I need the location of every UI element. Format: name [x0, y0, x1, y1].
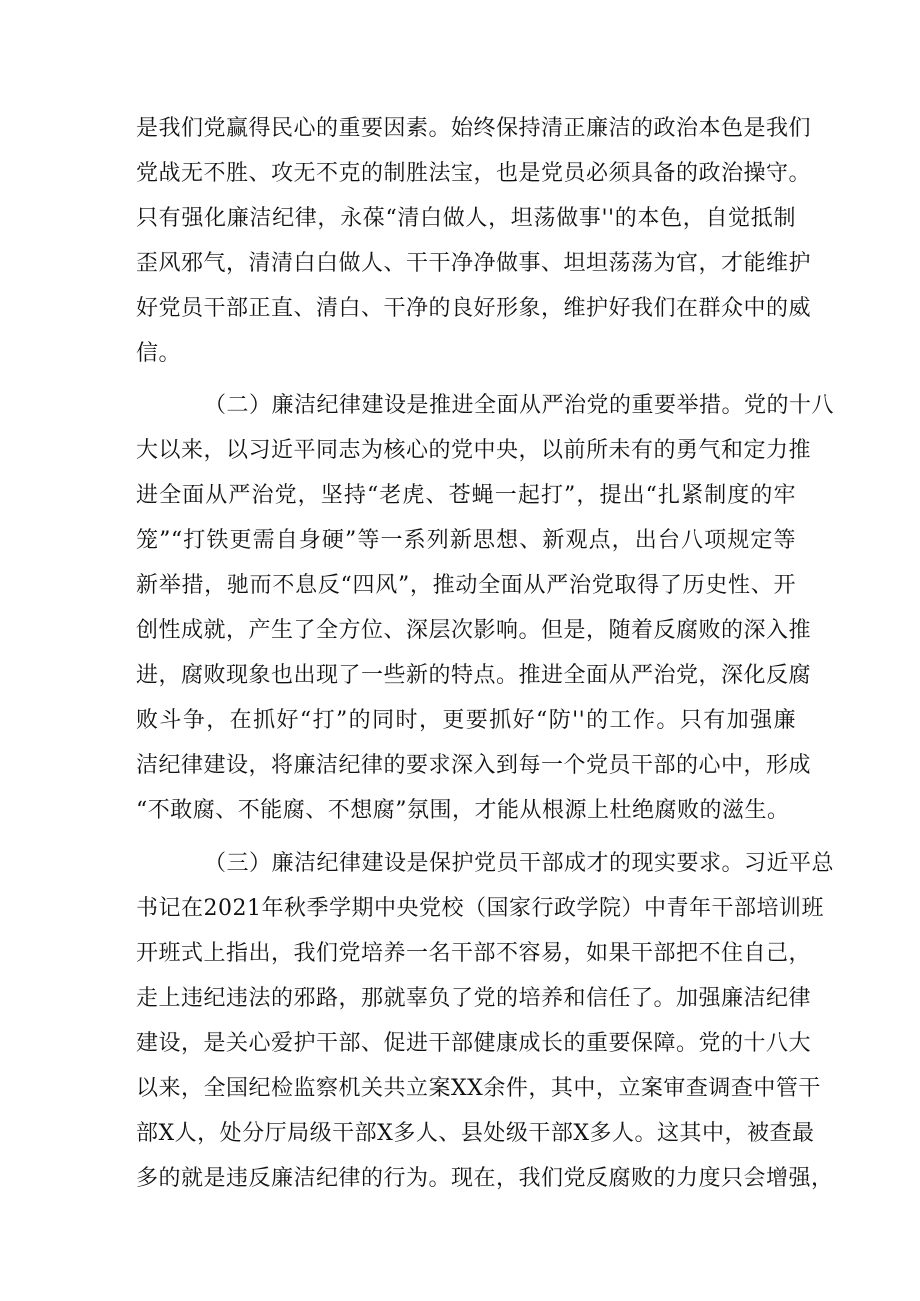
text-line: 进，腐败现象也出现了一些新的特点。推进全面从严治党，深化反腐 — [136, 663, 812, 688]
text-line: 洁纪律建设，将廉洁纪律的要求深入到每一个党员干部的心中，形成 — [136, 753, 812, 778]
text-line: 以来，全国纪检监察机关共立案XX余件，其中，立案审查调查中管干 — [136, 1076, 821, 1101]
text-line: 创性成就，产生了全方位、深层次影响。但是，随着反腐败的深入推 — [136, 618, 812, 643]
text-line: 部X人，处分厅局级干部X多人、县处级干部X多人。这其中，被查最 — [136, 1121, 815, 1146]
text-line: 信。 — [136, 341, 182, 366]
paragraph-heading-line: （三）廉洁纪律建设是保护党员干部成才的现实要求。习近平总 — [204, 851, 835, 876]
text-line: 进全面从严治党，坚持“老虎、苍蝇一起打”，提出“扎紧制度的牢 — [136, 483, 796, 508]
text-line: 败斗争，在抓好“打”的同时，更要抓好“防''的工作。只有加强廉 — [136, 708, 796, 733]
text-line: 建设，是关心爱护干部、促进干部健康成长的重要保障。党的十八大 — [136, 1031, 812, 1056]
text-line: 走上违纪违法的邪路，那就辜负了党的培养和信任了。加强廉洁纪律 — [136, 986, 812, 1011]
text-line: 只有强化廉洁纪律，永葆“清白做人，坦荡做事''的本色，自觉抵制 — [136, 206, 796, 231]
text-line: 笼”“打铁更需自身硬”等一系列新思想、新观点，出台八项规定等 — [136, 528, 796, 553]
text-line: 多的就是违反廉洁纪律的行为。现在，我们党反腐败的力度只会增强， — [136, 1166, 834, 1191]
text-line: 歪风邪气，清清白白做人、干干净净做事、坦坦荡荡为官，才能维护 — [136, 251, 812, 276]
paragraph-heading-line: （二）廉洁纪律建设是推进全面从严治党的重要举措。党的十八 — [204, 393, 835, 418]
text-line: 党战无不胜、攻无不克的制胜法宝，也是党员必须具备的政治操守。 — [136, 161, 812, 186]
text-line: “不敢腐、不能腐、不想腐”氛围，才能从根源上杜绝腐败的滋生。 — [136, 798, 790, 823]
text-line: 好党员干部正直、清白、干净的良好形象，维护好我们在群众中的威 — [136, 296, 812, 321]
text-line: 新举措，驰而不息反“四风”，推动全面从严治党取得了历史性、开 — [136, 573, 796, 598]
text-line: 开班式上指出，我们党培养一名干部不容易，如果干部把不住自己， — [136, 941, 812, 966]
text-line: 是我们党赢得民心的重要因素。始终保持清正廉洁的政治本色是我们 — [136, 116, 812, 141]
text-line: 书记在2021年秋季学期中央党校（国家行政学院）中青年干部培训班 — [136, 896, 824, 921]
text-line: 大以来，以习近平同志为核心的党中央，以前所未有的勇气和定力推 — [136, 438, 812, 463]
